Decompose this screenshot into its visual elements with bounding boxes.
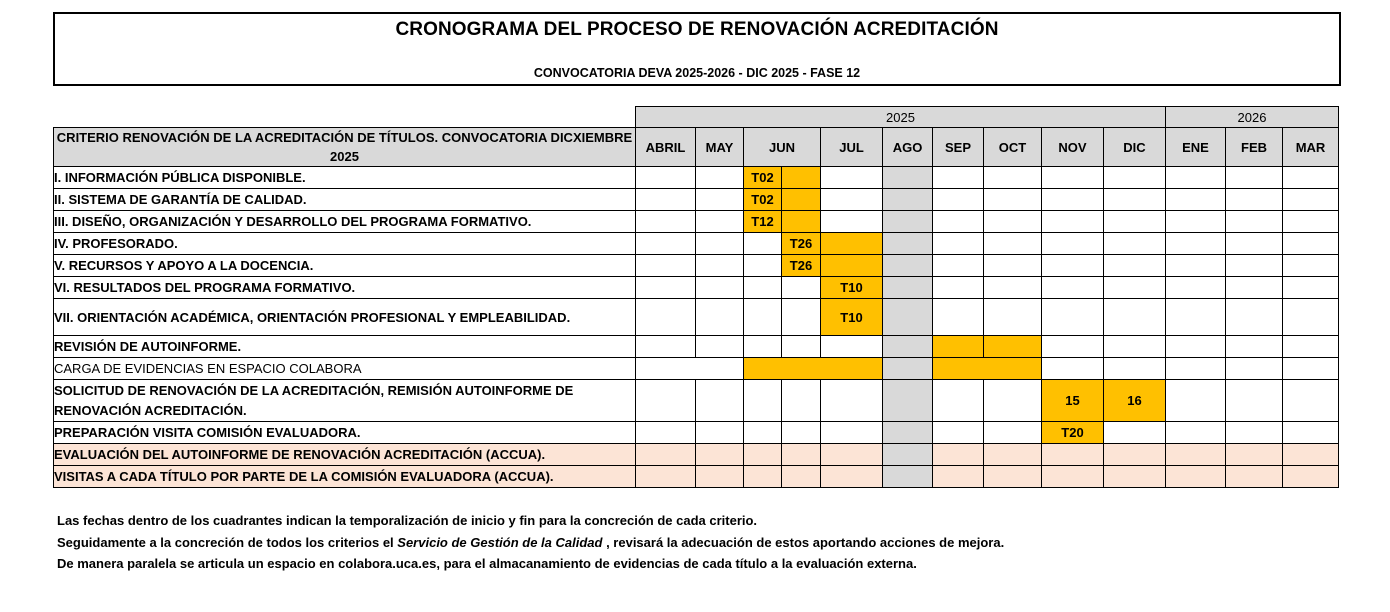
- table-row: [54, 358, 1339, 380]
- table-row: [54, 380, 1339, 422]
- criterion-label: EVALUACIÓN DEL AUTOINFORME DE RENOVACIÓN ACREDITACIÓN (ACCUA).: [54, 444, 636, 466]
- criterion-label: SOLICITUD DE RENOVACIÓN DE LA ACREDITACIÓN, REMISIÓN AUTOINFORME DE RENOVACIÓN ACREDITACIÓN.: [54, 380, 636, 422]
- month-feb: FEB: [1226, 128, 1283, 167]
- criterion-label: I. INFORMACIÓN PÚBLICA DISPONIBLE.: [54, 167, 636, 189]
- criterion-label: V. RECURSOS Y APOYO A LA DOCENCIA.: [54, 255, 636, 277]
- schedule-span: [933, 358, 1042, 380]
- month-sep: SEP: [933, 128, 984, 167]
- table-row: [54, 299, 1339, 336]
- month-may: MAY: [696, 128, 744, 167]
- criterion-label: IV. PROFESORADO.: [54, 233, 636, 255]
- note-line-3: De manera paralela se articula un espacio en colabora.uca.es, para el almacanamiento de evidencias de cada título a la evaluación externa.: [57, 556, 917, 571]
- table-row: [54, 336, 1339, 358]
- notes: [57, 510, 1004, 575]
- page-title: CRONOGRAMA DEL PROCESO DE RENOVACIÓN ACREDITACIÓN: [395, 19, 999, 40]
- schedule-table: [53, 106, 1339, 488]
- schedule-marker: T20: [1042, 422, 1104, 444]
- table-row: [54, 277, 1339, 299]
- criterion-label: REVISIÓN DE AUTOINFORME.: [54, 336, 636, 358]
- month-jun: JUN: [744, 128, 821, 167]
- criterion-label: VII. ORIENTACIÓN ACADÉMICA, ORIENTACIÓN PROFESIONAL Y EMPLEABILIDAD.: [54, 299, 636, 336]
- schedule-marker: 16: [1104, 380, 1166, 422]
- note-line-2: Seguidamente a la concreción de todos los criterios el Servicio de Gestión de la Calidad , revisará la adecuación de estos aportando acciones de mejora.: [57, 534, 1005, 550]
- criterion-label: PREPARACIÓN VISITA COMISIÓN EVALUADORA.: [54, 422, 636, 444]
- year-2026: 2026: [1166, 107, 1339, 128]
- table-row: [54, 233, 1339, 255]
- schedule-marker: T26: [782, 233, 821, 255]
- month-header-row: [54, 128, 1339, 167]
- note-line-1: Las fechas dentro de los cuadrantes indican la temporalización de inicio y fin para la concreción de cada criterio.: [57, 513, 758, 528]
- criterion-label: VI. RESULTADOS DEL PROGRAMA FORMATIVO.: [54, 277, 636, 299]
- schedule-marker: T10: [821, 299, 883, 336]
- month-oct: OCT: [984, 128, 1042, 167]
- table-row: [54, 444, 1339, 466]
- criterion-label: VISITAS A CADA TÍTULO POR PARTE DE LA COMISIÓN EVALUADORA (ACCUA).: [54, 466, 636, 488]
- table-row: [54, 422, 1339, 444]
- table-row: [54, 466, 1339, 488]
- quality-service-name: Servicio de Gestión de la Calidad: [397, 534, 603, 550]
- page-subtitle: CONVOCATORIA DEVA 2025-2026 - DIC 2025 - FASE 12: [533, 66, 861, 80]
- month-abril: ABRIL: [636, 128, 696, 167]
- month-nov: NOV: [1042, 128, 1104, 167]
- table-row: [54, 167, 1339, 189]
- year-row: [54, 107, 1339, 128]
- schedule-span: [744, 358, 883, 380]
- month-jul: JUL: [821, 128, 883, 167]
- schedule-marker: T02: [744, 189, 782, 211]
- table-row: [54, 255, 1339, 277]
- schedule-marker: [984, 336, 1042, 358]
- month-ene: ENE: [1166, 128, 1226, 167]
- schedule-marker: 15: [1042, 380, 1104, 422]
- month-ago: AGO: [883, 128, 933, 167]
- title-box: [53, 12, 1341, 86]
- table-row: [54, 189, 1339, 211]
- year-2025: 2025: [636, 107, 1166, 128]
- schedule-marker: T26: [782, 255, 821, 277]
- table-row: [54, 211, 1339, 233]
- criteria-header: CRITERIO RENOVACIÓN DE LA ACREDITACIÓN DE TÍTULOS. CONVOCATORIA DICXIEMBRE 2025: [54, 128, 636, 167]
- criterion-label: CARGA DE EVIDENCIAS EN ESPACIO COLABORA: [54, 358, 636, 380]
- schedule-marker: T12: [744, 211, 782, 233]
- month-dic: DIC: [1104, 128, 1166, 167]
- criterion-label: III. DISEÑO, ORGANIZACIÓN Y DESARROLLO DEL PROGRAMA FORMATIVO.: [54, 211, 636, 233]
- month-mar: MAR: [1283, 128, 1339, 167]
- schedule-marker: T10: [821, 277, 883, 299]
- schedule-marker: [933, 336, 984, 358]
- schedule-marker: T02: [744, 167, 782, 189]
- criterion-label: II. SISTEMA DE GARANTÍA DE CALIDAD.: [54, 189, 636, 211]
